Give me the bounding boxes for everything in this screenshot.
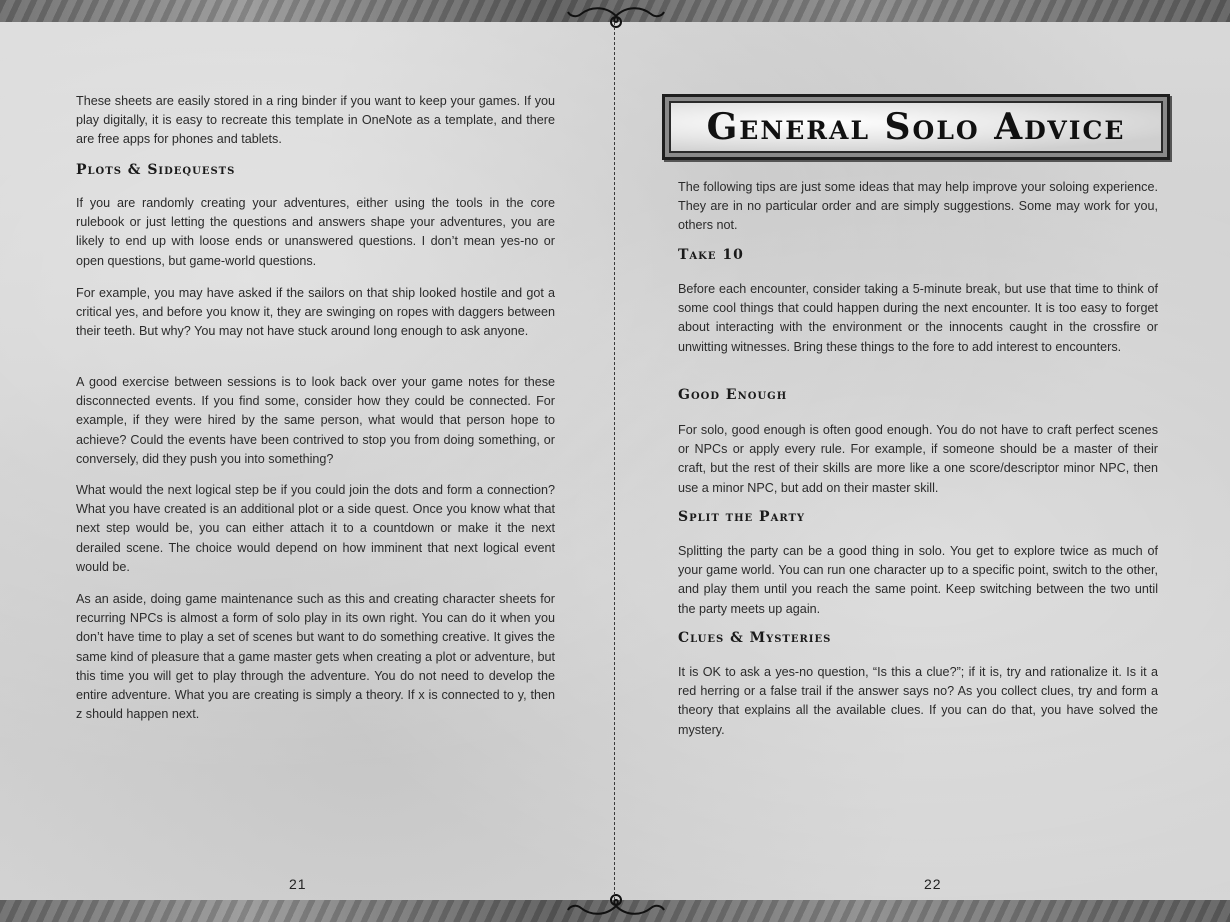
page-number: 22 xyxy=(924,876,942,892)
scroll-ornament-icon xyxy=(566,2,666,30)
section-heading: Take 10 xyxy=(678,247,744,263)
chapter-title: General Solo Advice xyxy=(706,106,1126,148)
scroll-ornament-icon xyxy=(566,892,666,920)
paragraph: For example, you may have asked if the sailors on that ship looked hostile and got a critical yes, and before you know it, they are swinging on ropes with daggers between their teeth. But why? You may not have stuck around long enough to ask anyone. xyxy=(76,286,555,339)
page-number: 21 xyxy=(289,876,307,892)
section-heading: Split the Party xyxy=(678,509,806,525)
paragraph: What would the next logical step be if you could join the dots and form a connection? What you have created is an additional plot or a side quest. Once you know what that next step would be, you can either attach it to a countdown or make it the next derailed scene. The choice would depend on how imminent that next logical event would be. xyxy=(76,483,555,574)
paragraph: For solo, good enough is often good enough. You do not have to craft perfect scenes or NPCs or apply every rule. For example, if someone should be a master of their craft, but the rest of their skills are more like a one score/descriptor minor NPC, then use a minor NPC, but add on their master skill. xyxy=(678,423,1158,495)
paragraph: A good exercise between sessions is to look back over your game notes for these disconnected events. If you find some, consider how they could be connected. For example, if they were hired by the same person, what would that person hope to achieve? Could the events have been contrived to stop you from doing something, or conversely, did they push you into something? xyxy=(76,375,555,466)
paragraph: These sheets are easily stored in a ring binder if you want to keep your games. If you play digitally, it is easy to recreate this template in OneNote as a template, and there are free apps for phones and tablets. xyxy=(76,94,555,147)
chapter-title-banner xyxy=(662,94,1170,160)
section-heading: Clues & Mysteries xyxy=(678,630,832,646)
paragraph: The following tips are just some ideas that may help improve your soloing experience. They are in no particular order and are simply suggestions. Some may work for you, others not. xyxy=(678,180,1158,233)
paragraph: Splitting the party can be a good thing in solo. You get to explore twice as much of your game world. You can run one character up to a specific point, switch to the other, and play them until you reach the same point. Keep switching between the two until the party meets up again. xyxy=(678,544,1158,616)
paragraph: As an aside, doing game maintenance such as this and creating character sheets for recurring NPCs is almost a form of solo play in its own right. You can do it when you don’t have time to play a set of scenes but want to do something creative. It gives the same kind of pleasure that a game master gets when creating a plot or adventure, but this time you will get to play through the adventure. You do not need to develop the entire adventure. What you are creating is simply a theory. If x is connected to y, then z should happen next. xyxy=(76,592,555,722)
paragraph: It is OK to ask a yes-no question, “Is this a clue?”; if it is, try and rationalize it. Is it a red herring or a false trail if the answer says no? As you collect clues, try and form a theory that explains all the available clues. If you can do that, you have solved the mystery. xyxy=(678,665,1158,737)
section-heading: Plots & Sidequests xyxy=(76,162,236,178)
chapter-title-frame xyxy=(669,101,1163,153)
paragraph: If you are randomly creating your adventures, either using the tools in the core rulebook or just letting the questions and answers shape your adventures, you are likely to end up with loose ends or unanswered questions. I don’t mean yes-no or open questions, but game-world questions. xyxy=(76,196,555,268)
page-spine-divider xyxy=(614,22,615,900)
paragraph: Before each encounter, consider taking a 5-minute break, but use that time to think of some cool things that could happen during the next encounter. It is too easy to forget about interacting with the environment or the innocents caught in the crossfire or unwitting witnesses. Bring these things to the fore to add interest to encounters. xyxy=(678,282,1158,354)
section-heading: Good Enough xyxy=(678,387,788,403)
